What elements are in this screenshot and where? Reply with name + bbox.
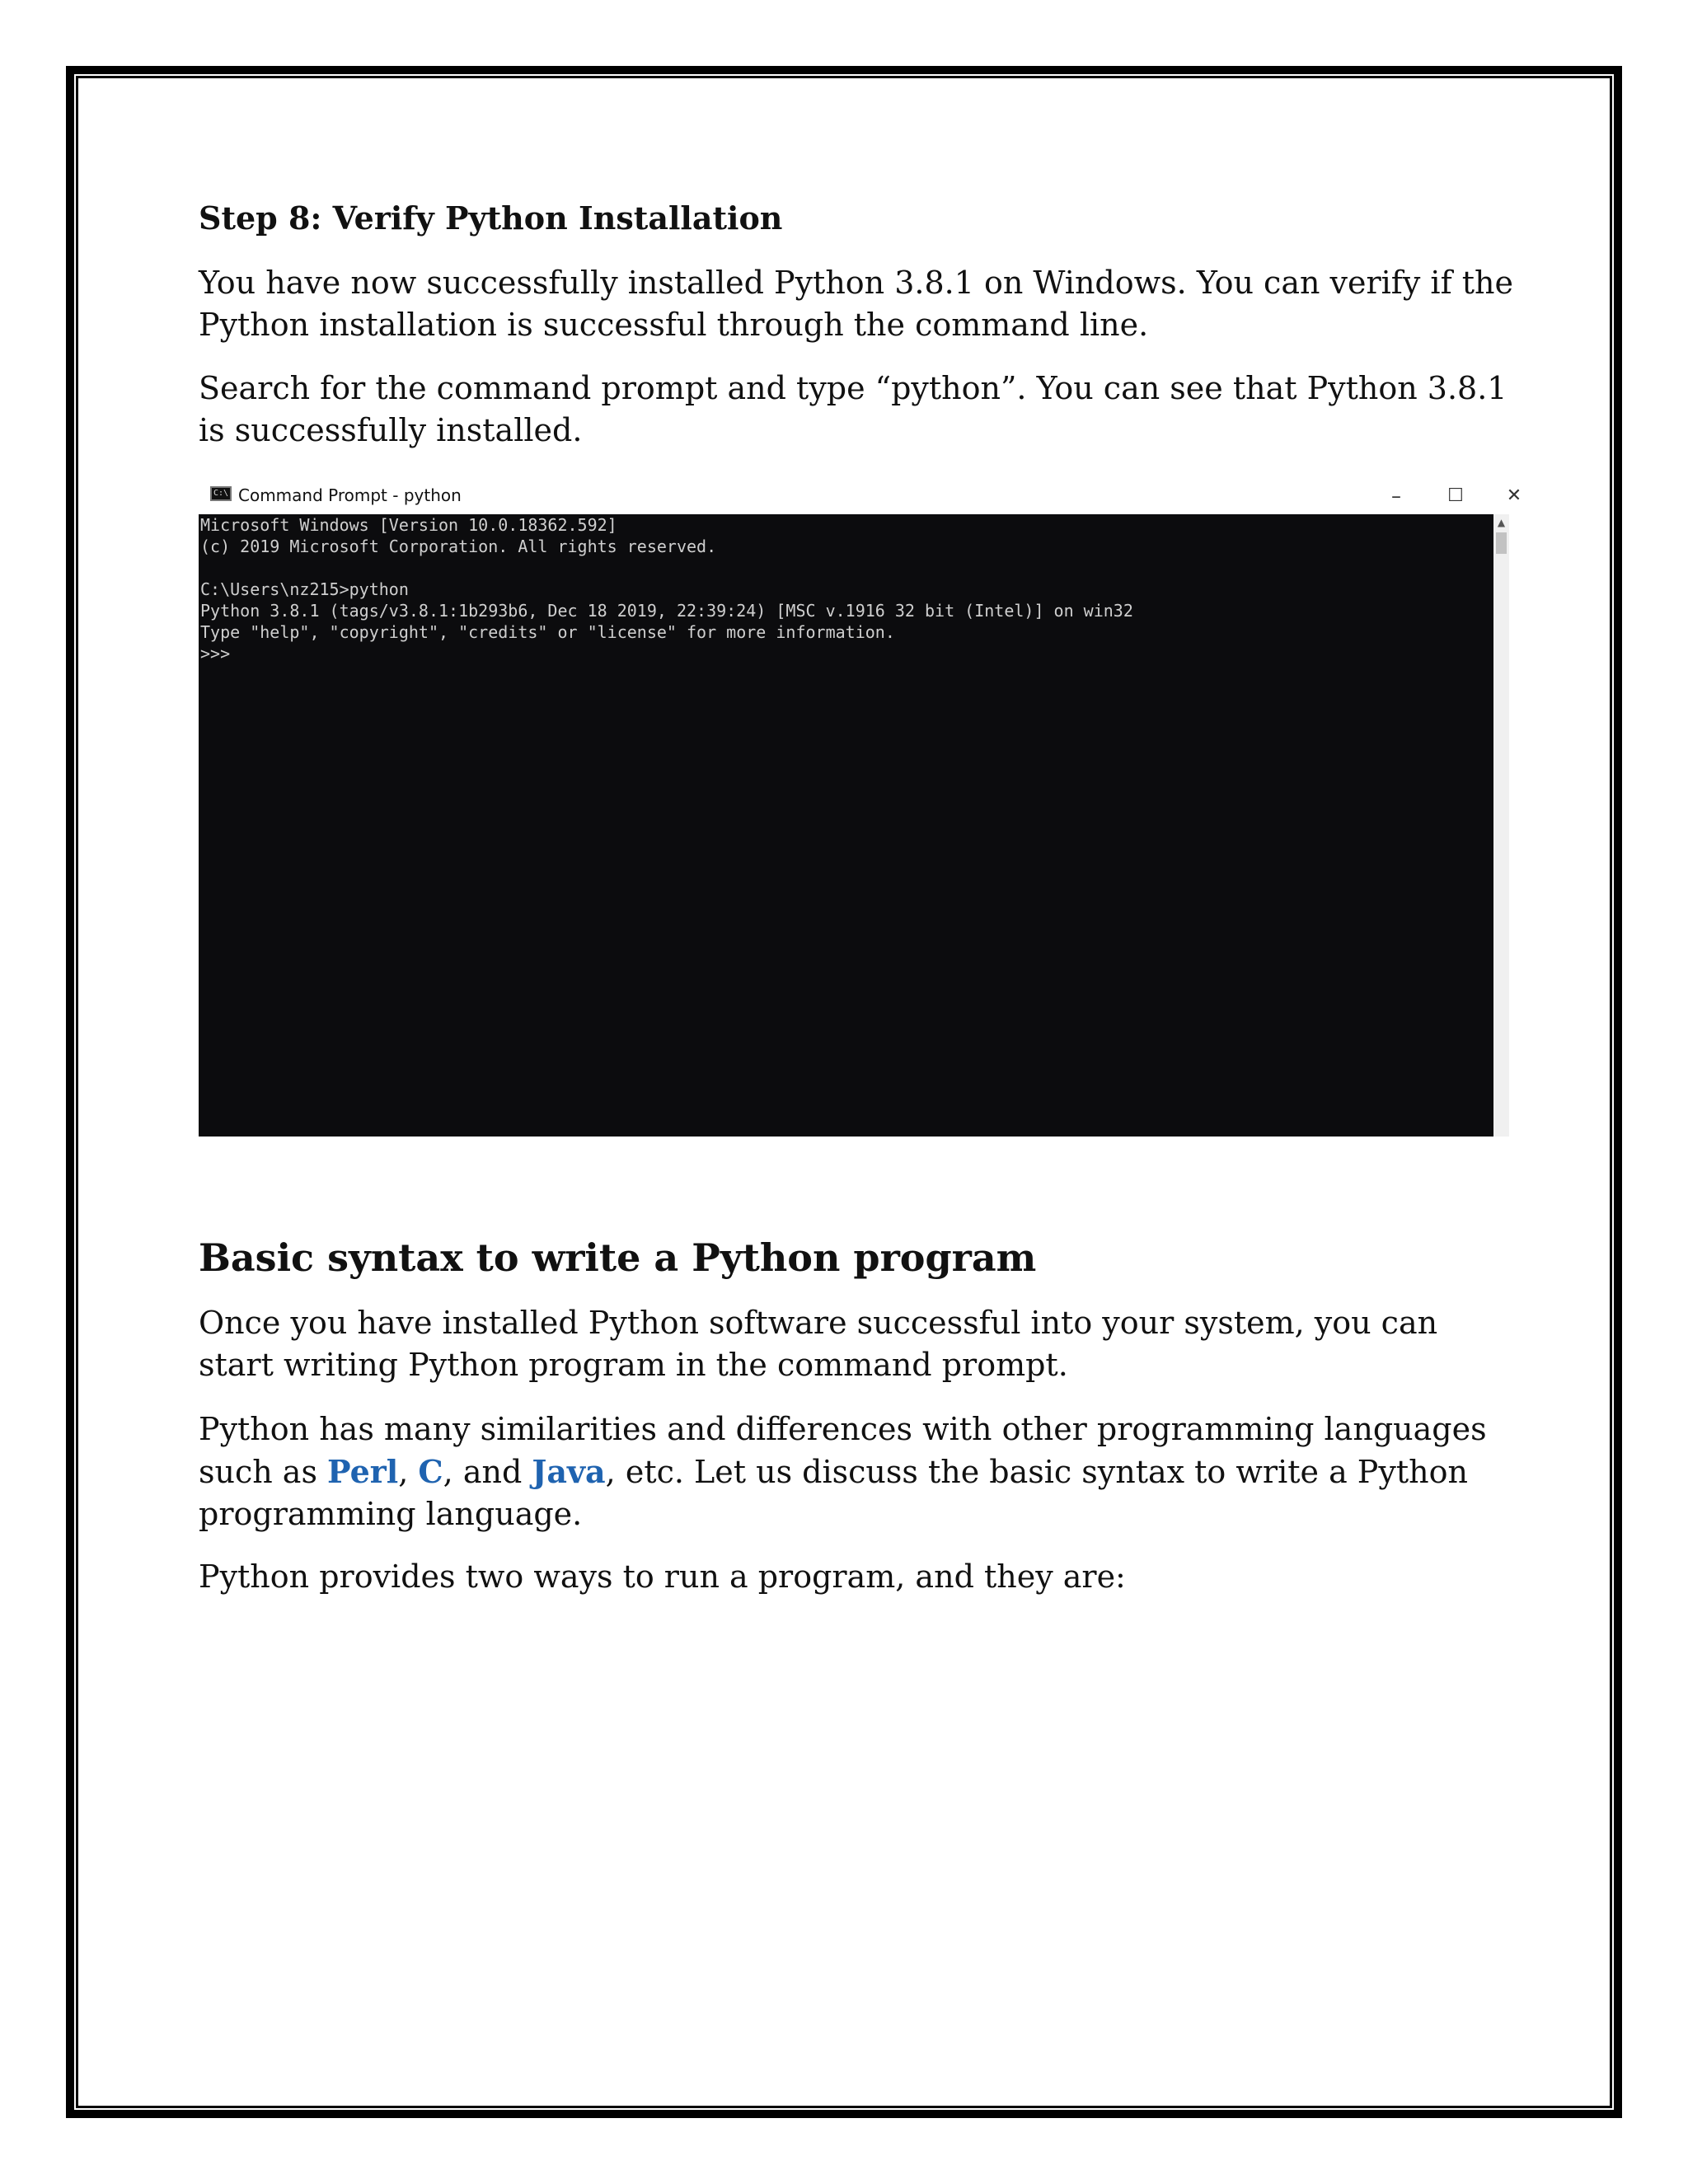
cmd-console-output: [199, 514, 1493, 1137]
cmd-titlebar: [199, 478, 1522, 514]
command-prompt-screenshot: [199, 478, 1522, 1137]
java-link[interactable]: Java: [532, 1453, 606, 1490]
maximize-icon[interactable]: ☐: [1447, 485, 1464, 506]
install-paragraph: Once you have installed Python software successful into your system, you can start writing Python program in the command prompt.: [199, 1305, 1438, 1383]
similarities-text-end: , etc. Let us discuss the basic syntax to write a Python programming language.: [199, 1454, 1468, 1532]
scroll-up-arrow-icon[interactable]: ▲: [1497, 517, 1506, 528]
console-line: (c) 2019 Microsoft Corporation. All rights reserved.: [200, 537, 717, 556]
cmd-scrollbar[interactable]: [1493, 514, 1509, 1137]
minimize-icon[interactable]: –: [1391, 485, 1401, 508]
run-ways-paragraph: Python provides two ways to run a program, and they are:: [199, 1558, 1126, 1595]
console-line: Type "help", "copyright", "credits" or "license" for more information.: [200, 622, 895, 642]
console-line: [200, 557, 1493, 579]
similarities-text-start: Python has many similarities and differences with other programming languages such as: [199, 1411, 1487, 1490]
scroll-thumb[interactable]: [1496, 532, 1507, 554]
console-prompt: >>>: [200, 644, 231, 663]
cmd-window-title: Command Prompt - python: [238, 485, 462, 505]
intro-paragraph: You have now successfully installed Python 3.8.1 on Windows. You can verify if the Python installation is successful through the command line.: [199, 265, 1513, 343]
c-link[interactable]: C: [418, 1453, 443, 1490]
section-heading: Basic syntax to write a Python program: [199, 1235, 1037, 1280]
console-line: C:\Users\nz215>python: [200, 579, 409, 599]
console-line: Python 3.8.1 (tags/v3.8.1:1b293b6, Dec 18 2019, 22:39:24) [MSC v.1916 32 bit (Intel)] on win32: [200, 601, 1133, 621]
separator-1: ,: [398, 1454, 419, 1490]
separator-2: , and: [443, 1454, 532, 1490]
cmd-app-icon: C:\: [210, 486, 232, 501]
close-icon[interactable]: ✕: [1506, 485, 1522, 506]
step-heading: Step 8: Verify Python Installation: [199, 199, 783, 237]
similarities-paragraph: [199, 1408, 1517, 1535]
perl-link[interactable]: Perl: [327, 1453, 399, 1490]
console-line: Microsoft Windows [Version 10.0.18362.592]: [200, 515, 617, 535]
search-paragraph: Search for the command prompt and type “python”. You can see that Python 3.8.1 is successfully installed.: [199, 370, 1507, 448]
